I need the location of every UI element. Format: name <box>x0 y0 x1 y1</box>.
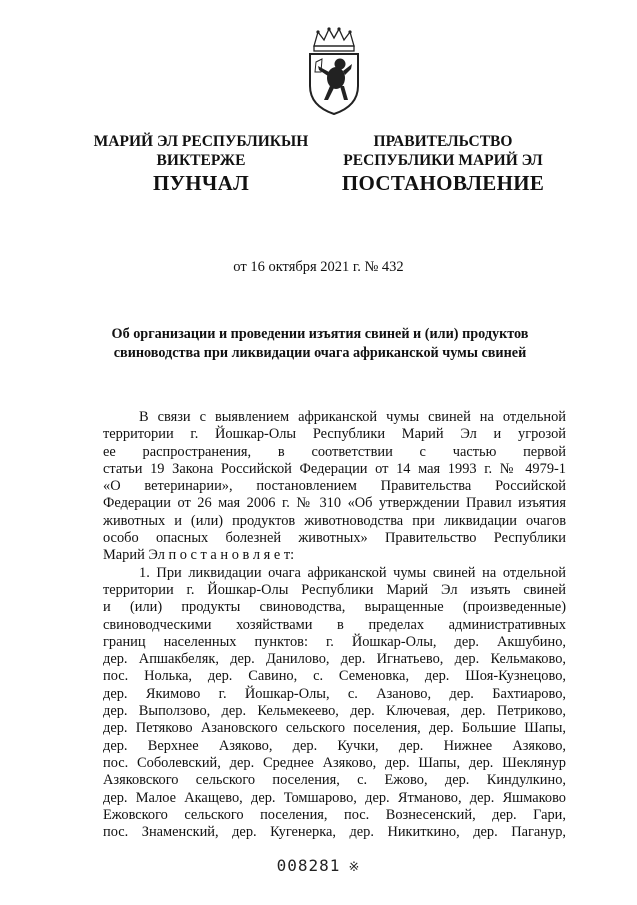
paragraph-preamble <box>103 409 566 565</box>
header-left-doc-type: ПУНЧАЛ <box>152 171 250 195</box>
body-line: и (или) продукты свиноводства, выращенные (произведенные) <box>103 599 566 616</box>
body-line: пос. Нолька, дер. Савино, с. Семеновка, дер. Шоя-Кузнецово, <box>103 668 566 685</box>
body-line: Азяковского сельского поселения, с. Ежово, дер. Киндулкино, <box>103 772 566 789</box>
body-line: дер. Выползово, дер. Кельмекеево, дер. Ключевая, дер. Петриково, <box>103 703 566 720</box>
body-line: границ населенных пунктов: г. Йошкар-Олы, дер. Акшубино, <box>103 633 566 650</box>
header-right-line-2: РЕСПУБЛИКИ МАРИЙ ЭЛ <box>343 152 543 169</box>
paragraph-item-1 <box>103 565 566 842</box>
document-body <box>103 409 566 841</box>
crown-icon <box>314 27 354 51</box>
title-line: свиноводства при ликвидации очага африканской чумы свиней <box>113 345 527 361</box>
document-serial-footer <box>0 856 637 875</box>
document-title <box>90 325 550 363</box>
body-line: статьи 19 Закона Российской Федерации от 14 мая 1993 г. № 4979-1 <box>103 460 566 477</box>
body-line: особо опасных болезней животных» Правительство Республики <box>103 530 566 547</box>
header-left-line-1: МАРИЙ ЭЛ РЕСПУБЛИКЫН <box>93 133 309 150</box>
bear-icon <box>315 59 352 101</box>
body-line: дер. Верхнее Азяково, дер. Кучки, дер. Нижнее Азяково, <box>103 737 566 754</box>
body-line: дер. Малое Акащево, дер. Томшарово, дер. Ятманово, дер. Яшмаково <box>103 789 566 806</box>
body-line: дер. Петяково Азановского сельского поселения, дер. Большие Шапы, <box>103 720 566 737</box>
serial-number: 008281 <box>276 856 341 875</box>
body-line: пос. Знаменский, дер. Кугенерка, дер. Никиткино, дер. Паганур, <box>103 824 566 841</box>
header-right-line-1: ПРАВИТЕЛЬСТВО <box>373 133 513 150</box>
header-right-doc-type: ПОСТАНОВЛЕНИЕ <box>341 171 545 195</box>
header-right-block <box>318 132 568 193</box>
document-date-number: от 16 октября 2021 г. № 432 <box>233 259 404 275</box>
body-line: «О ветеринарии», постановлением Правительства Российской <box>103 478 566 495</box>
body-line: Ежовского сельского поселения, пос. Вознесенский, дер. Гари, <box>103 806 566 823</box>
header-left-line-2: ВИКТЕРЖЕ <box>156 152 246 169</box>
body-line: В связи с выявлением африканской чумы свиней на отдельной <box>139 409 566 425</box>
body-line: свиноводческими хозяйствами в пределах административных <box>103 616 566 633</box>
header-left-block <box>76 132 326 193</box>
body-line: Федерации от 26 мая 2006 г. № 310 «Об утверждении Правил изъятия <box>103 495 566 512</box>
body-line: 1. При ликвидации очага африканской чумы свиней на отдельной <box>139 564 566 581</box>
body-line: дер. Апшакбеляк, дер. Данилово, дер. Игнатьево, дер. Кельмаково, <box>103 651 566 668</box>
body-line: дер. Якимово г. Йошкар-Олы, с. Азаново, дер. Бахтиарово, <box>103 685 566 702</box>
body-line: Марий Эл п о с т а н о в л я е т: <box>103 547 295 564</box>
body-line: животных и (или) продуктов животноводства при ликвидации очагов <box>103 512 566 529</box>
asterisk-mark-icon: ※ <box>348 860 361 875</box>
coat-of-arms-emblem <box>300 26 368 116</box>
body-line: территории г. Йошкар-Олы Республики Марий Эл и угрозой <box>103 426 566 443</box>
body-line: ее распространения, в соответствии с частью первой <box>103 443 566 460</box>
body-line: пос. Соболевский, дер. Среднее Азяково, дер. Шапы, дер. Шеклянур <box>103 754 566 771</box>
title-line: Об организации и проведении изъятия свиней и (или) продуктов <box>111 326 529 342</box>
body-line: территории г. Йошкар-Олы Республики Марий Эл изъять свиней <box>103 581 566 598</box>
